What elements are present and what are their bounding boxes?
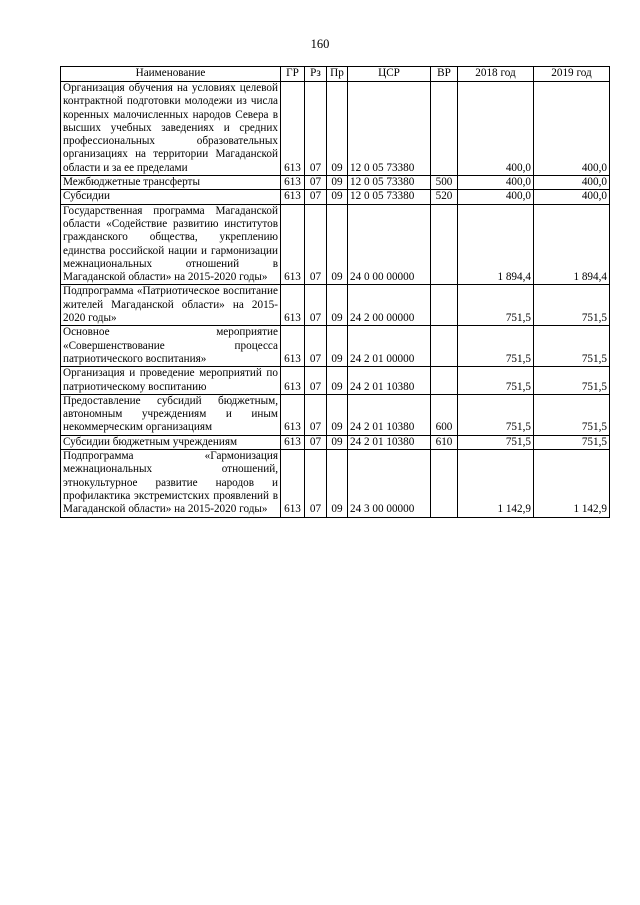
row-name: Субсидии бюджетным учреждениям bbox=[61, 435, 281, 449]
budget-table bbox=[60, 66, 610, 518]
row-pr: 09 bbox=[327, 435, 348, 449]
row-2018: 400,0 bbox=[458, 82, 534, 176]
row-vr bbox=[431, 450, 458, 517]
header-gr: ГР bbox=[281, 67, 305, 82]
row-vr: 600 bbox=[431, 394, 458, 435]
row-2018: 400,0 bbox=[458, 190, 534, 204]
row-pr: 09 bbox=[327, 285, 348, 326]
row-2019: 1 142,9 bbox=[534, 450, 610, 517]
row-vr: 500 bbox=[431, 176, 458, 190]
row-vr bbox=[431, 204, 458, 285]
row-2019: 400,0 bbox=[534, 82, 610, 176]
row-2019: 1 894,4 bbox=[534, 204, 610, 285]
table-row bbox=[61, 435, 610, 449]
row-name: Предоставление субсидий бюджетным, автономным учреждениям и иным некоммерческим организациям bbox=[61, 394, 281, 435]
row-gr: 613 bbox=[281, 285, 305, 326]
row-gr: 613 bbox=[281, 435, 305, 449]
row-gr: 613 bbox=[281, 82, 305, 176]
header-csr: ЦСР bbox=[348, 67, 431, 82]
row-rz: 07 bbox=[305, 176, 327, 190]
row-pr: 09 bbox=[327, 190, 348, 204]
row-vr: 520 bbox=[431, 190, 458, 204]
header-rz: Рз bbox=[305, 67, 327, 82]
row-csr: 24 2 00 00000 bbox=[348, 285, 431, 326]
row-2018: 1 894,4 bbox=[458, 204, 534, 285]
row-2019: 751,5 bbox=[534, 285, 610, 326]
row-vr: 610 bbox=[431, 435, 458, 449]
row-csr: 12 0 05 73380 bbox=[348, 190, 431, 204]
row-pr: 09 bbox=[327, 204, 348, 285]
row-name: Межбюджетные трансферты bbox=[61, 176, 281, 190]
row-gr: 613 bbox=[281, 176, 305, 190]
row-2018: 751,5 bbox=[458, 285, 534, 326]
row-2019: 751,5 bbox=[534, 435, 610, 449]
table-header-row bbox=[61, 67, 610, 82]
page-number: 160 bbox=[310, 37, 330, 51]
row-rz: 07 bbox=[305, 367, 327, 395]
row-2018: 751,5 bbox=[458, 394, 534, 435]
header-name: Наименование bbox=[61, 67, 281, 82]
row-pr: 09 bbox=[327, 450, 348, 517]
row-rz: 07 bbox=[305, 435, 327, 449]
row-rz: 07 bbox=[305, 82, 327, 176]
row-rz: 07 bbox=[305, 204, 327, 285]
row-2018: 1 142,9 bbox=[458, 450, 534, 517]
row-csr: 12 0 05 73380 bbox=[348, 82, 431, 176]
row-2019: 400,0 bbox=[534, 176, 610, 190]
row-name: Организация обучения на условиях целевой контрактной подготовки молодежи из числа коренных малочисленных народов Севера в высших учебных заведениях и средних профессиональных образовательных организациях на территории Магаданской области и за ее пределами bbox=[61, 82, 281, 176]
row-name: Государственная программа Магаданской области «Содействие развитию институтов гражданского общества, укреплению единства российской нации и гармонизации межнациональных отношений в Магаданской области» на 2015-2020 годы» bbox=[61, 204, 281, 285]
row-2018: 400,0 bbox=[458, 176, 534, 190]
row-csr: 24 3 00 00000 bbox=[348, 450, 431, 517]
row-csr: 24 2 01 10380 bbox=[348, 394, 431, 435]
row-pr: 09 bbox=[327, 176, 348, 190]
row-rz: 07 bbox=[305, 394, 327, 435]
row-csr: 24 2 01 10380 bbox=[348, 367, 431, 395]
table-row bbox=[61, 450, 610, 517]
row-pr: 09 bbox=[327, 394, 348, 435]
row-pr: 09 bbox=[327, 367, 348, 395]
row-gr: 613 bbox=[281, 367, 305, 395]
table-row bbox=[61, 367, 610, 395]
row-vr bbox=[431, 82, 458, 176]
row-name: Основное мероприятие «Совершенствование процесса патриотического воспитания» bbox=[61, 326, 281, 367]
row-vr bbox=[431, 326, 458, 367]
header-pr: Пр bbox=[327, 67, 348, 82]
row-rz: 07 bbox=[305, 190, 327, 204]
row-name: Организация и проведение мероприятий по патриотическому воспитанию bbox=[61, 367, 281, 395]
row-name: Субсидии bbox=[61, 190, 281, 204]
row-pr: 09 bbox=[327, 82, 348, 176]
row-csr: 12 0 05 73380 bbox=[348, 176, 431, 190]
row-name: Подпрограмма «Гармонизация межнациональных отношений, этнокультурное развитие народов и профилактика экстремистских проявлений в Магаданской области» на 2015-2020 годы» bbox=[61, 450, 281, 517]
table-row bbox=[61, 82, 610, 176]
table-row bbox=[61, 285, 610, 326]
row-2018: 751,5 bbox=[458, 367, 534, 395]
row-csr: 24 2 01 00000 bbox=[348, 326, 431, 367]
row-gr: 613 bbox=[281, 326, 305, 367]
row-vr bbox=[431, 367, 458, 395]
table-row bbox=[61, 190, 610, 204]
header-vr: ВР bbox=[431, 67, 458, 82]
row-2018: 751,5 bbox=[458, 326, 534, 367]
row-2019: 751,5 bbox=[534, 326, 610, 367]
table-body bbox=[61, 82, 610, 518]
table-row bbox=[61, 176, 610, 190]
table-row bbox=[61, 394, 610, 435]
row-csr: 24 0 00 00000 bbox=[348, 204, 431, 285]
row-gr: 613 bbox=[281, 190, 305, 204]
row-2019: 400,0 bbox=[534, 190, 610, 204]
row-vr bbox=[431, 285, 458, 326]
row-csr: 24 2 01 10380 bbox=[348, 435, 431, 449]
row-gr: 613 bbox=[281, 204, 305, 285]
row-rz: 07 bbox=[305, 326, 327, 367]
row-2019: 751,5 bbox=[534, 394, 610, 435]
table-row bbox=[61, 326, 610, 367]
row-pr: 09 bbox=[327, 326, 348, 367]
row-gr: 613 bbox=[281, 450, 305, 517]
row-rz: 07 bbox=[305, 285, 327, 326]
row-2019: 751,5 bbox=[534, 367, 610, 395]
row-2018: 751,5 bbox=[458, 435, 534, 449]
row-name: Подпрограмма «Патриотическое воспитание жителей Магаданской области» на 2015-2020 годы» bbox=[61, 285, 281, 326]
row-rz: 07 bbox=[305, 450, 327, 517]
header-2018: 2018 год bbox=[458, 67, 534, 82]
row-gr: 613 bbox=[281, 394, 305, 435]
header-2019: 2019 год bbox=[534, 67, 610, 82]
table-row bbox=[61, 204, 610, 285]
